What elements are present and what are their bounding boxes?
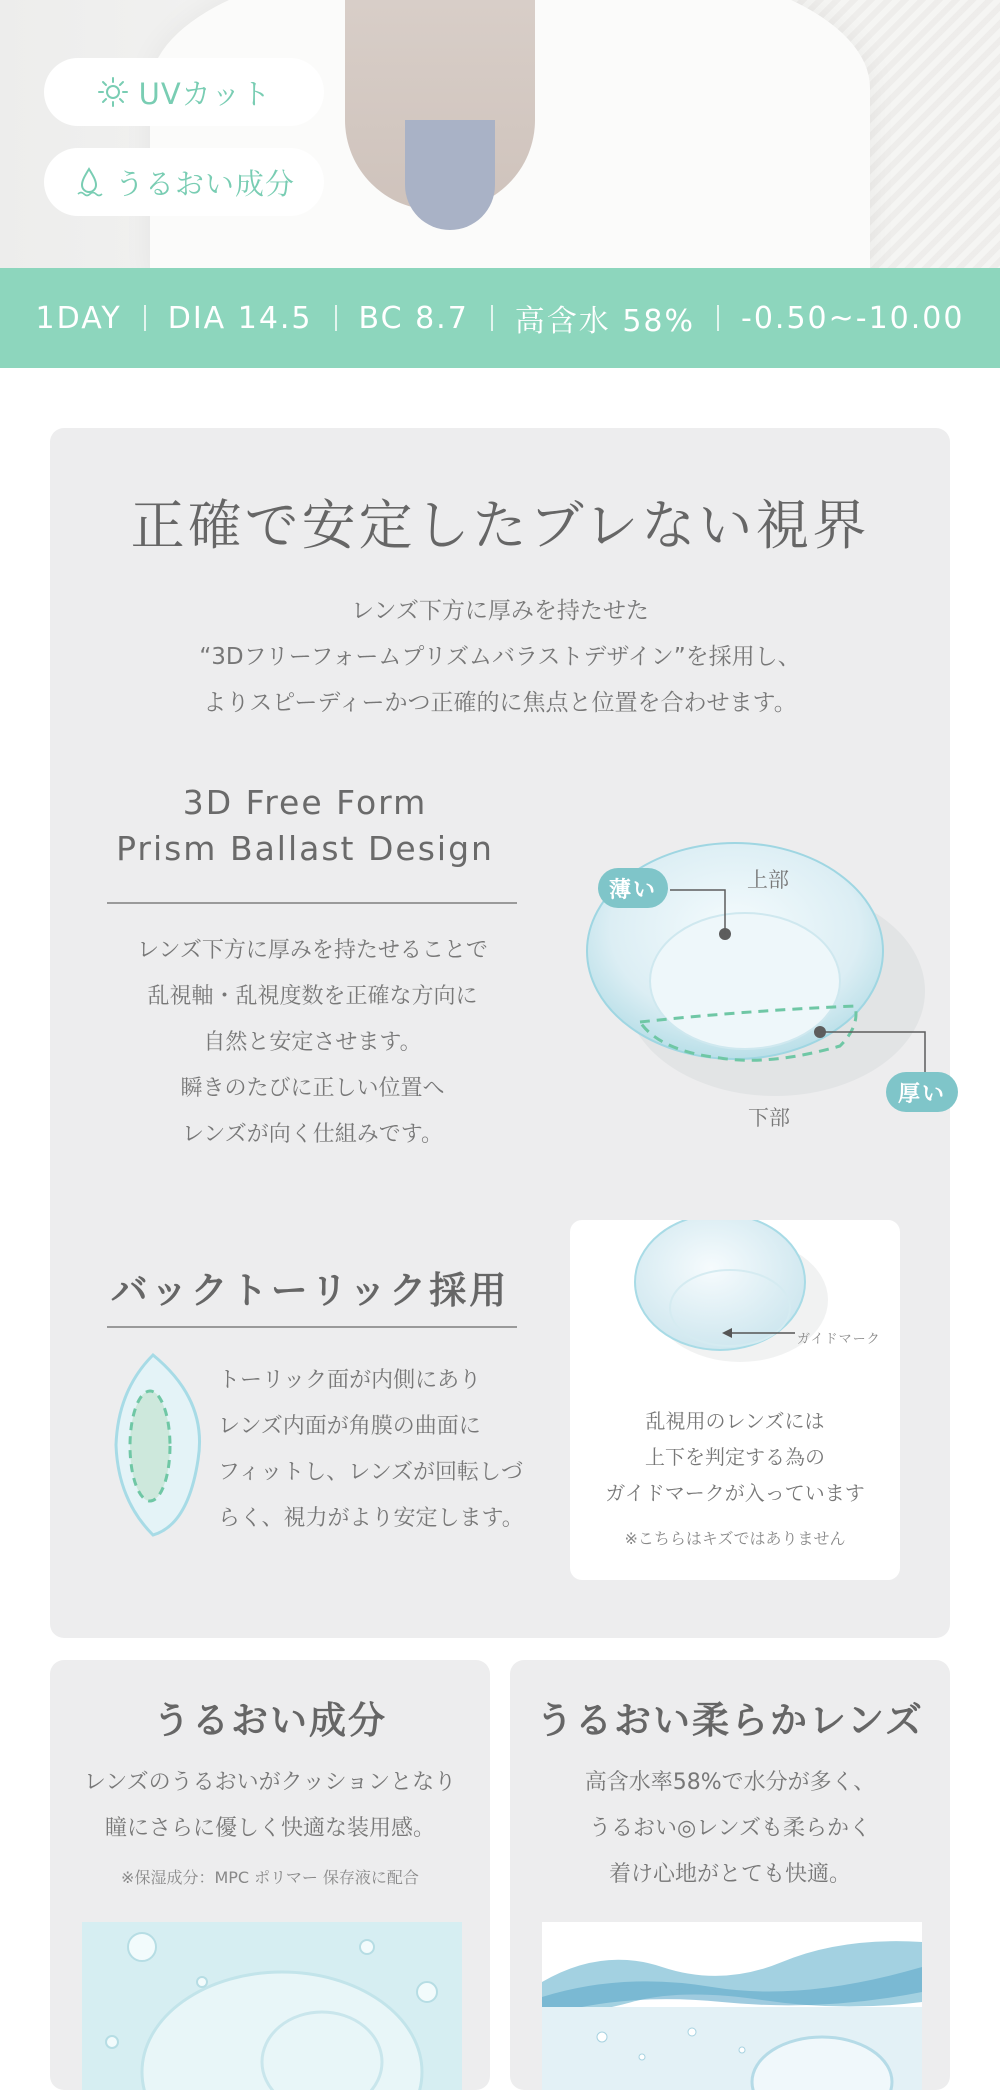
- water-drop-icon: [73, 166, 105, 198]
- description-line: らく、視力がより安定します。: [218, 1506, 524, 1531]
- bottom-label: 下部: [748, 1106, 790, 1130]
- pbd-title-line: 3D Free Form: [182, 783, 428, 822]
- side-lens-illustration: [98, 1350, 208, 1540]
- water-droplet-lens-image: [82, 1922, 462, 2090]
- moisture-badge: [44, 148, 324, 216]
- badge-label: UVカット: [138, 76, 272, 111]
- card-title: うるおい成分: [153, 1699, 387, 1742]
- spec-item: -0.50~-10.00: [741, 300, 965, 336]
- guide-mark-label: ガイドマーク: [797, 1332, 881, 1347]
- guide-mark-note: ※こちらはキズではありません: [624, 1529, 846, 1548]
- back-toric-title: バックトーリック採用: [110, 1269, 510, 1312]
- water-wave-lens-image: [542, 1922, 922, 2090]
- pbd-title: [100, 780, 510, 872]
- guide-mark-lens-illustration: [630, 1220, 890, 1370]
- description-line: フィットし、レンズが回転しづ: [218, 1460, 524, 1485]
- hero-image: [0, 0, 1000, 268]
- section-title: 正確で安定したブレない視界: [130, 494, 870, 557]
- description-line: 上下を判定する為の: [645, 1445, 825, 1469]
- thick-label-pill: 厚い: [886, 1072, 958, 1112]
- badge-label: うるおい成分: [114, 166, 295, 201]
- card-note: ※保湿成分：MPC ポリマー 保存液に配合: [121, 1868, 419, 1887]
- card-description: [510, 1760, 950, 1898]
- description-line: 高含水率58%で水分が多く、: [584, 1770, 876, 1795]
- divider: [107, 902, 517, 904]
- description-line: よりスピーディーかつ正確的に焦点と位置を合わせます。: [203, 690, 797, 716]
- description-line: レンズが向く仕組みです。: [181, 1122, 444, 1147]
- moisture-ingredient-card: [50, 1660, 490, 2090]
- description-line: レンズ下方に厚みを持たせることで: [137, 938, 488, 963]
- card-description: [50, 1760, 490, 1852]
- section-description: [50, 588, 950, 726]
- spec-item: DIA 14.5: [167, 300, 313, 336]
- description-line: ガイドマークが入っています: [605, 1481, 865, 1505]
- description-line: レンズ内面が角膜の曲面に: [218, 1414, 481, 1439]
- lens-thickness-diagram: [570, 766, 970, 1146]
- model-innerwear: [405, 120, 495, 230]
- description-line: 瞬きのたびに正しい位置へ: [180, 1076, 445, 1101]
- spec-item: BC 8.7: [358, 300, 469, 336]
- card-title: うるおい柔らかレンズ: [536, 1699, 924, 1742]
- description-line: 自然と安定させます。: [203, 1030, 422, 1055]
- description-line: トーリック面が内側にあり: [218, 1368, 482, 1393]
- thin-label-pill: 薄い: [598, 868, 668, 908]
- guide-mark-card: [570, 1220, 900, 1580]
- back-toric-description: [218, 1358, 538, 1542]
- pbd-title-line: Prism Ballast Design: [116, 829, 494, 868]
- spec-item: 1DAY: [35, 300, 122, 336]
- spec-item: 高含水 58%: [514, 304, 695, 339]
- description-line: 瞳にさらに優しく快適な装用感。: [104, 1816, 435, 1841]
- sun-icon: [97, 76, 129, 108]
- description-line: “3Dフリーフォームプリズムバラストデザイン”を採用し、: [199, 644, 801, 670]
- description-line: うるおい◎レンズも柔らかく: [589, 1816, 871, 1841]
- spec-bar: [0, 268, 1000, 368]
- top-label: 上部: [747, 868, 789, 892]
- description-line: 乱視用のレンズには: [645, 1409, 825, 1433]
- pbd-description: [100, 928, 525, 1158]
- guide-mark-description: [570, 1403, 900, 1511]
- feature-panel: [50, 428, 950, 1638]
- uv-cut-badge: [44, 58, 324, 126]
- description-line: 乱視軸・乱視度数を正確な方向に: [147, 984, 478, 1009]
- description-line: 着け心地がとても快適。: [608, 1862, 851, 1887]
- soft-lens-card: [510, 1660, 950, 2090]
- description-line: レンズのうるおいがクッションとなり: [83, 1770, 457, 1795]
- description-line: レンズ下方に厚みを持たせた: [351, 598, 649, 624]
- divider: [107, 1326, 517, 1328]
